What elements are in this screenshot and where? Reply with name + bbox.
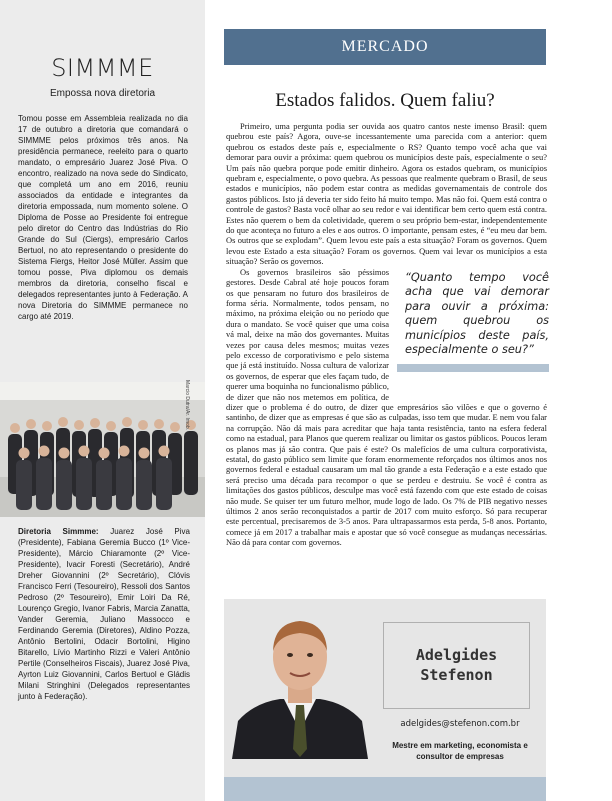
article-paragraph: Primeiro, uma pergunta podia ser ouvida aos quatro cantos neste imenso Brasil: quem quebrou este país? Agora, ouve-se incessantemente uma parecida com a anterior: quem quebrou os estados deste país e, especialmente o RS? Quanto tempo você acha que vai demorar para ouvir a próxima: quem quebrou os municípios deste país, especialmente o seu? Um país não quebra porque pode emitir dinheiro. Agora os estados quebram, os municípios quebram e, especialmente, o povo quebra. As pessoas que realmente quebram o Brasil, de seus estados e municípios, não podem estar contra as medidas governamentais de controle dos gastos públicos. Isto já deveria ter sido feito há muito tempo. Mas não foi. Quem está contra o controle de gastos? Basta você olhar ao seu redor e vai identificar bem certo quem está contra. Estes não querem o bem da coletividade, querem o seu próprio bem-estar, independentemente do que aconteça no futuro a eles e aos outros. O importante, pensam estes, é “eu meu dar bem. Os outros que se explodam”. Quem levou este país a esta situação? Foram os governos. Quem levou este Estado a esta situação? Foram os governos. Quem vai levar os municípios a esta situação? Serão os governos.	[226, 121, 547, 267]
author-name	[384, 645, 529, 685]
sidebar-body-text: Tomou posse em Assembleia realizada no dia 17 de outubro a diretoria que comandará o SIMMME pelos próximos três anos. Na presidência permanece, reeleito para o quarto mandato, o empresário Juarez José Piva. O encontro, realizado na nova sede do Sindicato, que completá um ano em 2016, reuniu associados da entidade e integrantes da diretoria empossada, num momento solene. O Diploma de Posse ao Presidente foi entregue pelo diretor do Centro das Indústrias do Rio Grande do Sul (Ciergs), empresário Carlos Bertuol, no ato representando o presidente do Sistema Fiergs, Heitor José Müller. Assim que tomou posse, Piva diplomou os demais membros da diretoria, conselho fiscal e delegados representantes junto à Federação. A nova Diretoria do SIMMME permanece no cargo até 2019.	[18, 114, 188, 321]
article-paragraph: Os governos brasileiros são péssimos gestores. Desde Cabral até hoje poucos foram os que pensaram no futuro dos brasileiros de forma séria. Normalmente, todos pensam, no máximo, na próxima eleição ou no período que dura o mandato. Se você quiser que uma coisa vá mal, deixe na mão dos governantes. Muitas vezes por causa deles mesmos; muitas vezes pelo excesso de corporativismo e pelo sistema que já está instituído. Nossa cultura de valorizar os governos, de esperar que eles façam tudo, de querer uma boquinha no funcionalismo público, de dizer que não nos metemos em política, de dizer que o problema é do outro, de dizer que empresários são vilões e que o governo é santinho, de dizer que as empresas é que são as culpadas, isso tem que mudar. E nem vou falar na corrupção. Não dá mais para acreditar que haja tanta resistência, tanto na esfera federal como na estadual, para Planos que querem realizar ou limitar os gastos públicos. Poucos leram os planos mas já são contra. Que pais é este? Os malefícios de uma cultura corporativista, estatal, do gasto público sem limite que foram enormemente reforçados nos últimos anos nos governos federal e estadual causaram um mal tão grande a esta Federação e a este estado que será preciso uma década para recompor o que se perdeu e destruiu. Se você é contra as limitações dos gastos públicos, desculpe mas você está fazendo com que este estado de coisas não mude. Se quiser ter um futuro melhor, mude logo de lado. Os 7% de PIB negativo nesses últimos 2 anos serão reconquistados a partir de 2017 com muito esforço. Só para recuperar este percentual, precisaremos de 3-5 anos. Para ultrapassarmos esta perda, 5-8 anos. Portanto, comece já em 2017 a trabalhar mais e apostar que só você consegue as mudanças necessárias. Não dá para contar com governos.	[226, 266, 547, 548]
author-box	[224, 599, 546, 801]
sidebar-news-column	[0, 0, 205, 801]
author-first-name: Adelgides	[415, 646, 498, 664]
author-portrait	[224, 599, 376, 759]
pull-quote-bar	[397, 364, 549, 372]
board-members-text	[18, 526, 190, 702]
author-name-box	[383, 622, 530, 709]
author-email[interactable]: adelgides@stefenon.com.br	[400, 719, 520, 729]
section-banner	[224, 29, 546, 65]
author-footer-bar	[224, 777, 546, 801]
pull-quote-box	[397, 271, 549, 391]
section-label: MERCADO	[341, 38, 429, 55]
article-body	[226, 121, 547, 548]
author-last-name: Stefenon	[420, 666, 493, 684]
author-bio: Mestre em marketing, economista e consultor de empresas	[392, 741, 528, 761]
board-members-list: Juarez José Piva (Presidente), Fabiana Geremia Bucco (1º Vice-Presidente), Márcio Chiaramonte (2º Vice-Presidente), Ivacir Foresti (Secretário), André Dreher Giovannini (2º Secretário), Clóvis Francisco Ferri (Tesoureiro), Ressoli dos Santos Pedroso (2º Tesoureiro), Emir Loiri Da Ré, Lourenço Gregio, Ivanor Fabris, Marcia Zanatta, Vander Geremia, Juliano Massocco e Ferdinando Geremia (Diretores), Aldino Pozza, Antônio Bertolini, Odacir Bortolini, Higino Bitarello, Lívio Martinho Rizzi e Valeri Antônio Pertile (Conselheiros Fiscais), Juarez José Piva, Ayrton Luiz Giovannini, Carlos Bertuol e Gládis Milani Stringhini (Delegados representantes junto à Federação).	[18, 527, 190, 701]
photo-credit: Marcio Dutra/Ar. Imob.	[184, 380, 190, 431]
article-headline: Estados falidos. Quem faliu?	[275, 90, 495, 111]
sidebar-title: SIMMME	[51, 54, 154, 82]
pull-quote: “Quanto tempo você acha que vai demorar para ouvir a próxima: quem quebrou os municípios deste país, especialmente o seu?”	[405, 270, 549, 357]
board-label: Diretoria Simmme:	[18, 527, 99, 536]
board-group-photo	[0, 382, 205, 517]
sidebar-subtitle: Empossa nova diretoria	[49, 88, 156, 99]
